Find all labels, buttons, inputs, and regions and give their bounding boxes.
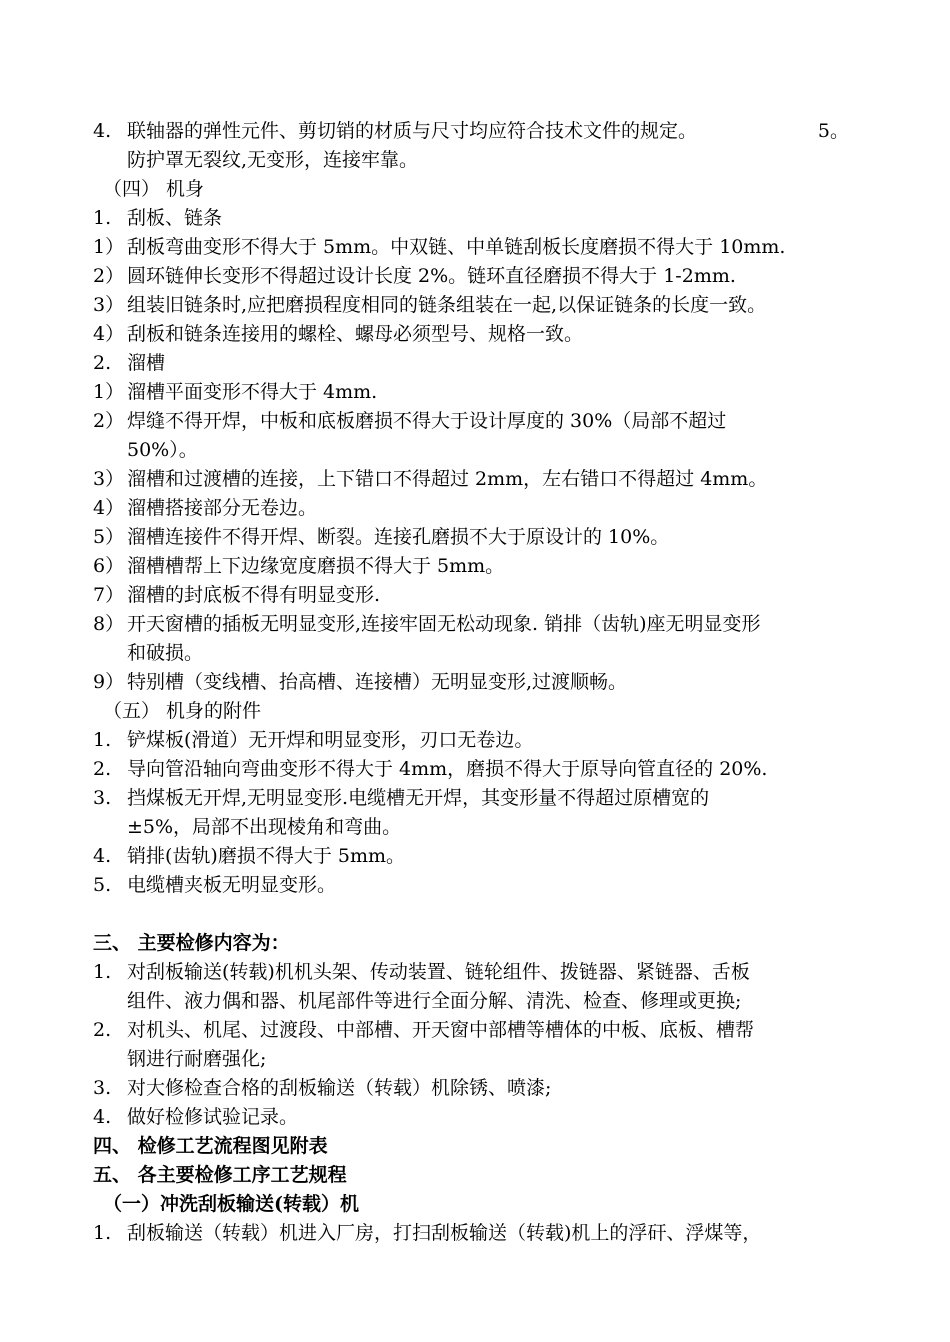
chapter-heading: [93, 1161, 863, 1190]
item-text: 钢进行耐磨强化;: [127, 1048, 267, 1070]
item-number: 4.: [93, 845, 112, 867]
item-text: 溜槽和过渡槽的连接，上下错口不得超过 2mm，左右错口不得超过 4mm。: [127, 468, 768, 490]
item-number: 5）: [93, 526, 125, 548]
item-text: ±5%，局部不出现棱角和弯曲。: [127, 816, 402, 838]
item-text: 50%）。: [127, 439, 198, 461]
item-text: 溜槽的封底板不得有明显变形.: [127, 584, 381, 606]
item-text: 刮板、链条: [127, 207, 223, 229]
chapter-title: 五、 各主要检修工序工艺规程: [93, 1164, 347, 1186]
item-number: 1）: [93, 381, 125, 403]
item-number: 6）: [93, 555, 125, 577]
item-number: 9）: [93, 671, 125, 693]
section-heading: [103, 697, 873, 726]
item-text: 溜槽槽帮上下边缘宽度磨损不得大于 5mm。: [127, 555, 505, 577]
item-text: 防护罩无裂纹,无变形，连接牢靠。: [127, 149, 419, 171]
item-number: 4）: [93, 497, 125, 519]
item-text: 联轴器的弹性元件、剪切销的材质与尺寸均应符合技术文件的规定。: [127, 120, 698, 142]
item-text: 焊缝不得开焊，中板和底板磨损不得大于设计厚度的 30%（局部不超过: [127, 410, 727, 432]
chapter-title: 四、 检修工艺流程图见附表: [93, 1135, 328, 1157]
item-text: 对机头、机尾、过渡段、中部槽、开天窗中部槽等槽体的中板、底板、槽帮: [127, 1019, 755, 1041]
subsection-heading: [103, 1190, 873, 1219]
item-text: 刮板和链条连接用的螺栓、螺母必须型号、规格一致。: [127, 323, 584, 345]
item-text: 导向管沿轴向弯曲变形不得大于 4mm，磨损不得大于原导向管直径的 20%.: [127, 758, 768, 780]
item-text: 对大修检查合格的刮板输送（转载）机除锈、喷漆;: [127, 1077, 552, 1099]
item-number: 4.: [93, 1106, 112, 1128]
item-text: 铲煤板(滑道）无开焊和明显变形，刃口无卷边。: [127, 729, 534, 751]
item-text: 销排(齿轨)磨损不得大于 5mm。: [127, 845, 405, 867]
section-heading: [103, 175, 873, 204]
item-number: 5.: [93, 874, 112, 896]
item-text: 挡煤板无开焊,无明显变形.电缆槽无开焊，其变形量不得超过原槽宽的: [127, 787, 710, 809]
item-text: 圆环链伸长变形不得超过设计长度 2%。链环直径磨损不得大于 1-2mm.: [127, 265, 736, 287]
item-number: 2.: [93, 352, 112, 374]
item-number: 3）: [93, 468, 125, 490]
item-text: 开天窗槽的插板无明显变形,连接牢固无松动现象. 销排（齿轨)座无明显变形: [127, 613, 761, 635]
section-title: （五） 机身的附件: [103, 700, 262, 722]
item-text: 溜槽平面变形不得大于 4mm.: [127, 381, 378, 403]
item-number: 1.: [93, 1222, 112, 1244]
item-text: 和破损。: [127, 642, 204, 664]
item-text: 溜槽: [127, 352, 166, 374]
item-number: 8）: [93, 613, 125, 635]
item-number: 7）: [93, 584, 125, 606]
item-number: 1.: [93, 207, 112, 229]
section-title: （四） 机身: [103, 178, 205, 200]
item-text: 做好检修试验记录。: [127, 1106, 299, 1128]
item-number: 1）: [93, 236, 125, 258]
item-text: 组装旧链条时,应把磨损程度相同的链条组装在一起,以保证链条的长度一致。: [127, 294, 767, 316]
item-number: 4）: [93, 323, 125, 345]
chapter-title: 三、 主要检修内容为：: [93, 932, 290, 954]
item-text: 刮板输送（转载）机进入厂房，打扫刮板输送（转载)机上的浮矸、浮煤等，: [127, 1222, 762, 1244]
item-number: 2.: [93, 1019, 112, 1041]
item-text: 溜槽搭接部分无卷边。: [127, 497, 318, 519]
subsection-title: （一）冲洗刮板输送(转载）机: [103, 1193, 359, 1215]
item-text: 对刮板输送(转载)机机头架、传动装置、链轮组件、拨链器、紧链器、舌板: [127, 961, 750, 983]
item-text: 溜槽连接件不得开焊、断裂。连接孔磨损不大于原设计的 10%。: [127, 526, 670, 548]
item-text: 刮板弯曲变形不得大于 5mm。中双链、中单链刮板长度磨损不得大于 10mm.: [127, 236, 786, 258]
item-text: 电缆槽夹板无明显变形。: [127, 874, 337, 896]
item-number: 2.: [93, 758, 112, 780]
item-number: 1.: [93, 961, 112, 983]
item-number: 3）: [93, 294, 125, 316]
item-number: 4.: [93, 120, 112, 142]
item-number-inline: 5。: [817, 120, 849, 142]
chapter-heading: [93, 1132, 863, 1161]
item-number: 3.: [93, 787, 112, 809]
item-number: 2）: [93, 265, 125, 287]
item-text: 特别槽（变线槽、抬高槽、连接槽）无明显变形,过渡顺畅。: [127, 671, 628, 693]
item-number: 2）: [93, 410, 125, 432]
chapter-heading: [93, 929, 863, 958]
item-number: 3.: [93, 1077, 112, 1099]
item-number: 1.: [93, 729, 112, 751]
item-text: 组件、液力偶和器、机尾部件等进行全面分解、清洗、检查、修理或更换;: [127, 990, 742, 1012]
